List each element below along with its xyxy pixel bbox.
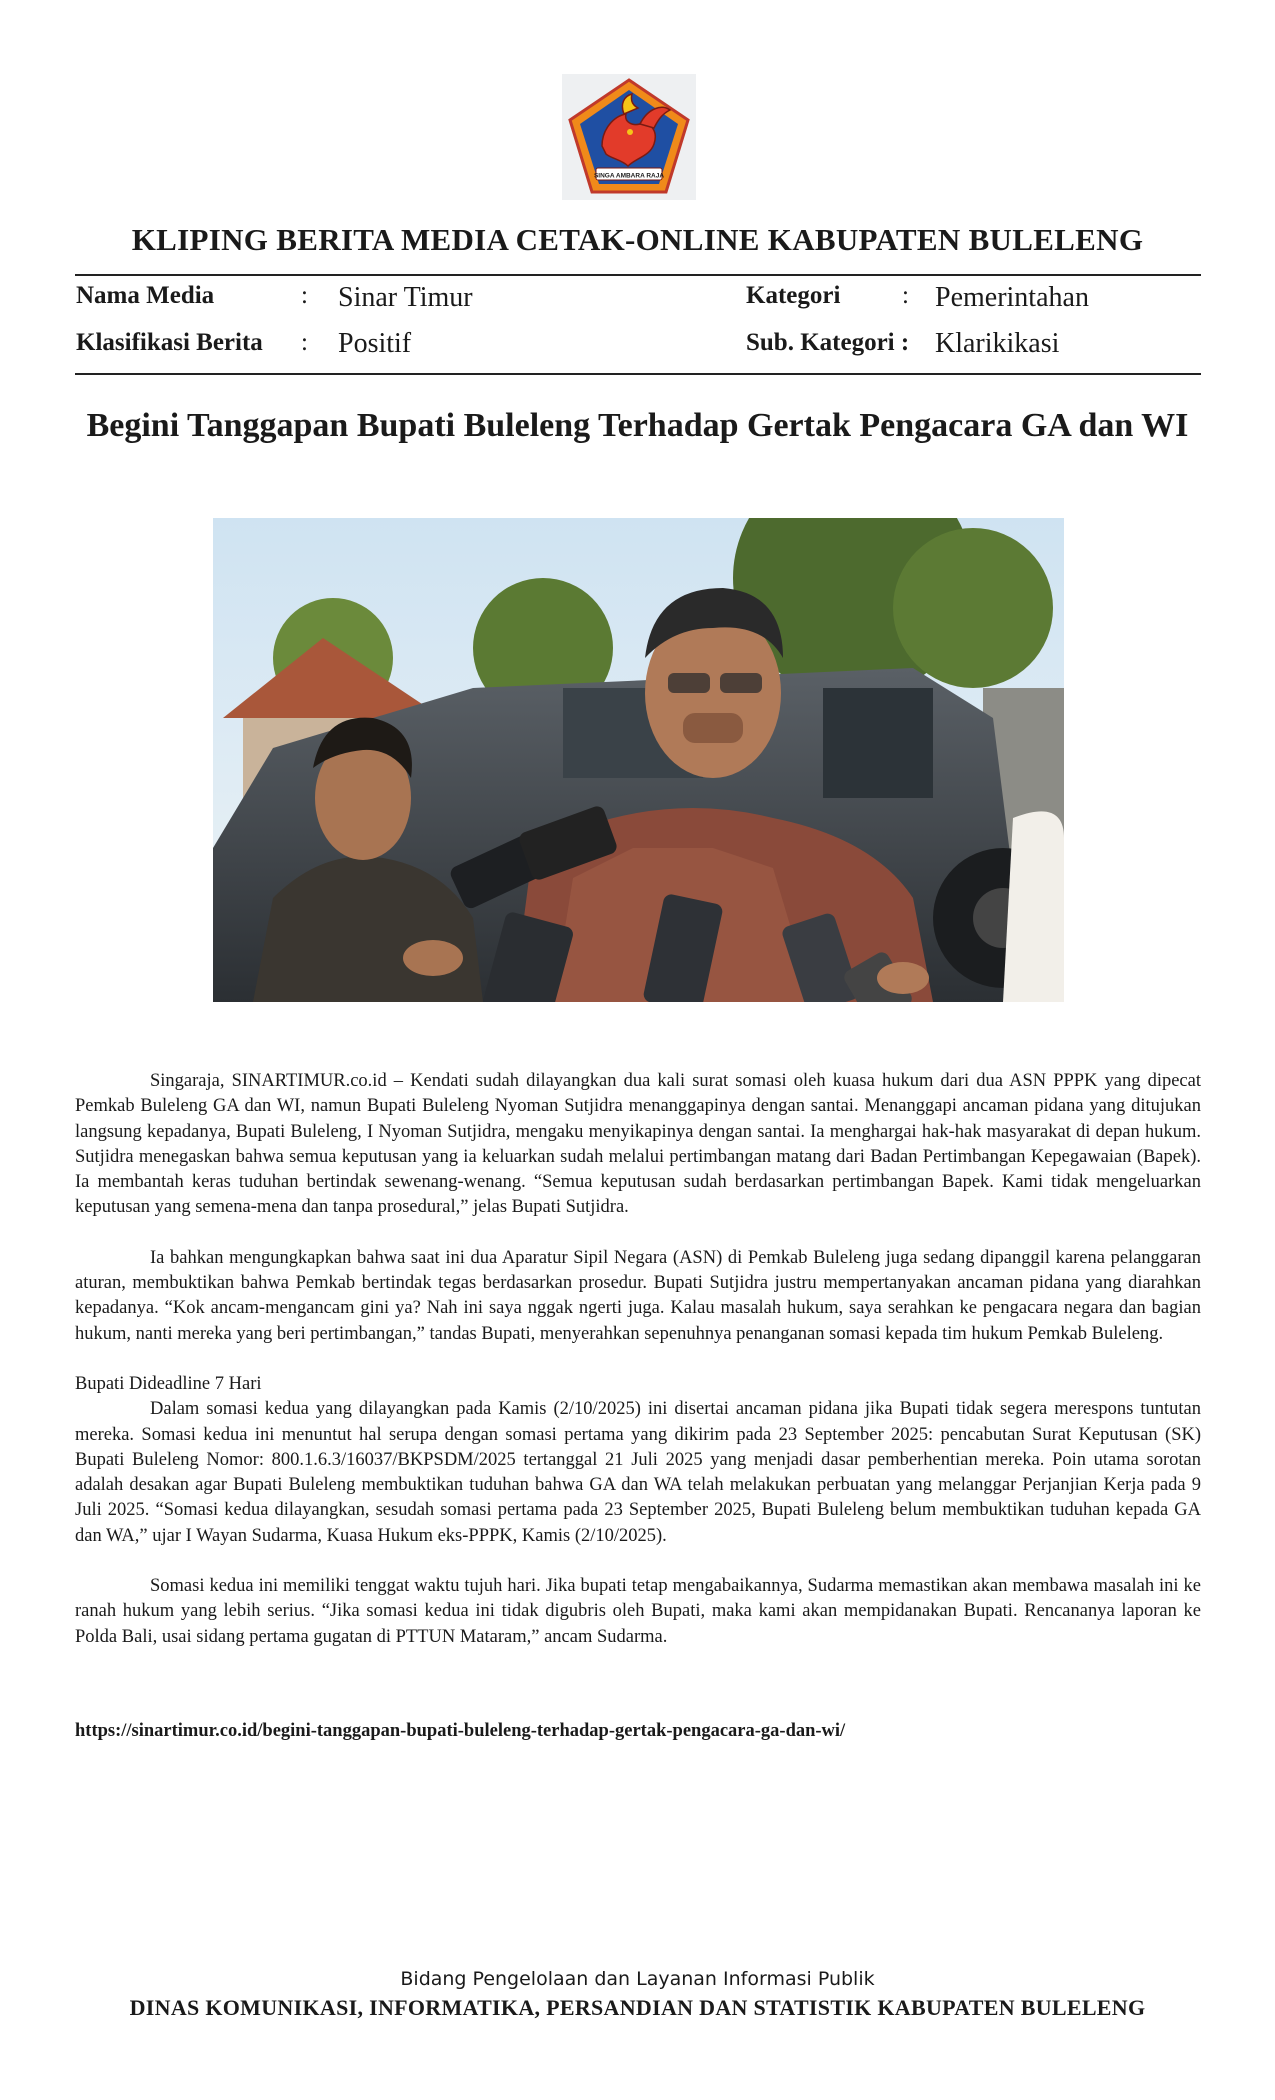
kategori-value: Pemerintahan xyxy=(935,282,1089,313)
subkategori-label: Sub. Kategori : xyxy=(746,329,910,356)
source-link[interactable]: https://sinartimur.co.id/begini-tanggapan-bupati-buleleng-terhadap-gertak-pengacara-ga-dan-wi/ xyxy=(75,1721,846,1741)
document-title: KLIPING BERITA MEDIA CETAK-ONLINE KABUPATEN BULELENG xyxy=(131,222,1144,257)
header-bottom-rule xyxy=(75,373,1201,375)
header-top-rule xyxy=(75,274,1201,276)
article-headline: Begini Tanggapan Bupati Buleleng Terhadap Gertak Pengacara GA dan WI xyxy=(86,407,1189,444)
klasifikasi-colon: : xyxy=(301,329,308,356)
kategori-label: Kategori xyxy=(746,282,841,309)
footer-division: Bidang Pengelolaan dan Layanan Informasi Publik xyxy=(400,1968,875,1990)
article-paragraph-1: Singaraja, SINARTIMUR.co.id – Kendati sudah dilayangkan dua kali surat somasi oleh kuasa hukum dari dua ASN PPPK yang dipecat Pemkab Buleleng GA dan WI, namun Bupati Buleleng Nyoman Sutjidra menanggapinya dengan santai. Menanggapi ancaman pidana yang ditujukan langsung kepadanya, Bupati Buleleng, I Nyoman Sutjidra, mengaku menyikapinya dengan santai. Ia menghargai hak-hak masyarakat di depan hukum. Sutjidra menegaskan bahwa semua keputusan yang ia keluarkan sudah melalui pertimbangan matang dari Badan Pertimbangan Kepegawaian (Bapek). Ia membantah keras tuduhan bertindak sewenang-wenang. “Semua keputusan sudah berdasarkan pertimbangan Bapek. Kami tidak mengeluarkan keputusan yang semena-mena dan tanpa prosedural,” jelas Bupati Sutjidra. xyxy=(75,1071,1201,1218)
kategori-colon: : xyxy=(902,282,909,309)
article-paragraph-4: Somasi kedua ini memiliki tenggat waktu tujuh hari. Jika bupati tetap mengabaikannya, Sudarma memastikan akan membawa masalah ini ke ranah hukum yang lebih serius. “Jika somasi kedua ini tidak digubris oleh Bupati, maka kami akan mempidanakan Bupati. Rencananya laporan ke Polda Bali, usai sidang pertama gugatan di PTTUN Mataram,” ancam Sudarma. xyxy=(75,1576,1201,1647)
press-interview-photo-icon xyxy=(213,518,1064,1002)
klasifikasi-label: Klasifikasi Berita xyxy=(76,329,263,356)
subkategori-value: Klarikikasi xyxy=(935,328,1060,359)
article-paragraph-3: Dalam somasi kedua yang dilayangkan pada Kamis (2/10/2025) ini disertai ancaman pidana jika Bupati tidak segera merespons tuntutan mereka. Somasi kedua ini menuntut hal serupa dengan somasi pertama yang dikirim pada 23 September 2025: pencabutan Surat Keputusan (SK) Bupati Buleleng Nomor: 800.1.6.3/16037/BKPSDM/2025 tertanggal 21 Juli 2025 yang menjadi dasar pemberhentian mereka. Poin utama sorotan adalah desakan agar Bupati Buleleng membuktikan tuduhan bahwa GA dan WA telah melakukan perbuatan yang melanggar Perjanjian Kerja pada 9 Juli 2025. “Somasi kedua dilayangkan, sesudah somasi pertama pada 23 September 2025, Bupati Buleleng belum membuktikan tuduhan kepada GA dan WA,” ujar I Wayan Sudarma, Kuasa Hukum eks-PPPK, Kamis (2/10/2025). xyxy=(75,1399,1201,1546)
media-label: Nama Media xyxy=(76,282,215,309)
buleleng-regency-emblem-icon xyxy=(562,74,696,200)
article-paragraph-2: Ia bahkan mengungkapkan bahwa saat ini dua Aparatur Sipil Negara (ASN) di Pemkab Buleleng juga sedang dipanggil karena pelanggaran aturan, membuktikan bahwa Pemkab bertindak tegas berdasarkan prosedur. Bupati Sutjidra justru mempertanyakan ancaman pidana yang diarahkan kepadanya. “Kok ancam-mengancam gini ya? Nah ini saya nggak ngerti juga. Kalau masalah hukum, saya serahkan ke pengacara negara dan bagian hukum, nanti mereka yang beri pertimbangan,” tandas Bupati, menyerahkan sepenuhnya penanganan somasi kepada tim hukum Pemkab Buleleng. xyxy=(75,1247,1201,1344)
media-colon: : xyxy=(301,282,308,309)
media-value: Sinar Timur xyxy=(338,282,473,313)
article-subheading: Bupati Dideadline 7 Hari xyxy=(75,1373,262,1394)
logo-caption: SINGA AMBARA RAJA xyxy=(593,172,665,180)
footer-agency: DINAS KOMUNIKASI, INFORMATIKA, PERSANDIAN DAN STATISTIK KABUPATEN BULELENG xyxy=(129,1995,1146,2020)
klasifikasi-value: Positif xyxy=(338,328,412,359)
article-body xyxy=(75,1069,1201,1650)
